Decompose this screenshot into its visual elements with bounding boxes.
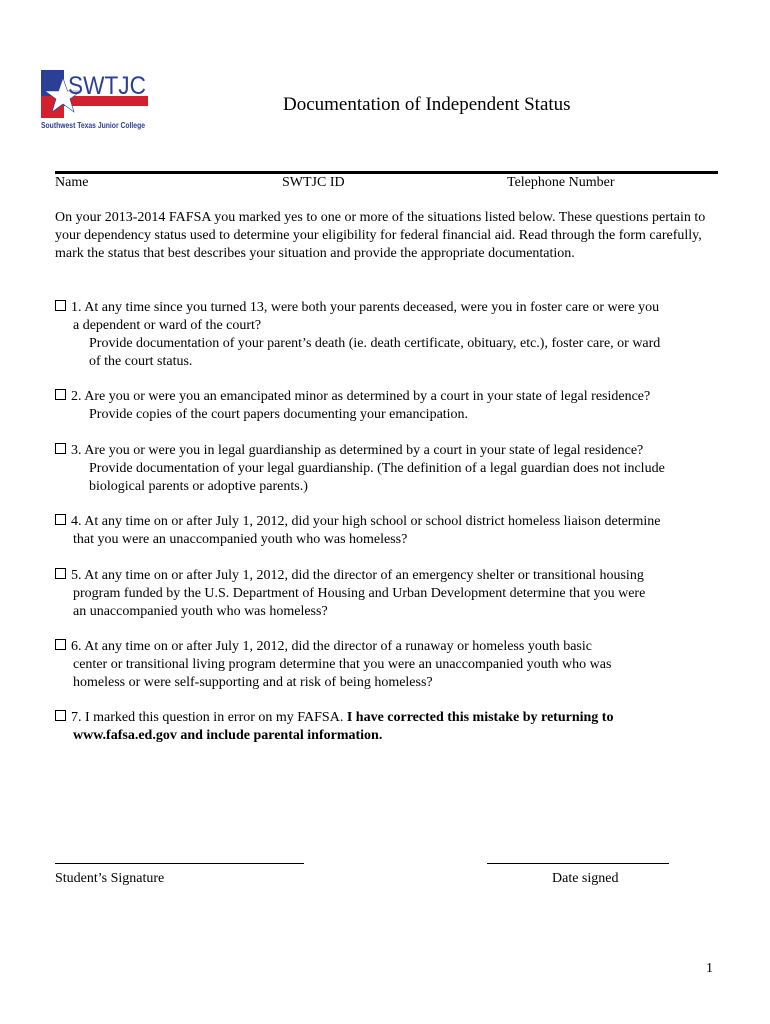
option-2-question: 2. Are you or were you an emancipated minor as determined by a court in your state of legal residence? [71,389,651,404]
student-signature-label: Student’s Signature [55,871,165,886]
option-7-bold-note-cont: www.fafsa.ed.gov and include parental information. [73,728,383,743]
option-1-question-cont: a dependent or ward of the court? [73,318,262,333]
option-6-question-cont: center or transitional living program determine that you were an unaccompanied youth who was [73,657,612,672]
logo-subtitle: Southwest Texas Junior College [41,120,146,130]
intro-paragraph: On your 2013-2014 FAFSA you marked yes to one or more of the situations listed below. These questions pertain to your dependency status used to determine your eligibility for federal financial aid. Read through the form carefully, mark the status that best describes your situation and provide the appropriate documentation. [55,210,706,261]
checkbox-option-4[interactable] [55,514,66,525]
option-7-question: 7. I marked this question in error on my FAFSA. [71,710,347,725]
option-5-question-cont-2: an unaccompanied youth who was homeless? [73,604,328,619]
option-2-documentation: Provide copies of the court papers documenting your emancipation. [89,407,469,422]
checkbox-option-7[interactable] [55,710,66,721]
option-1-question: 1. At any time since you turned 13, were both your parents deceased, were you in foster care or were you [71,300,660,315]
option-1-documentation: Provide documentation of your parent’s death (ie. death certificate, obituary, etc.), foster care, or ward [89,336,661,351]
status-option-2 [55,388,717,424]
swtjc-logo-graphic [40,66,148,132]
option-3-documentation-cont: biological parents or adoptive parents.) [89,479,308,494]
name-field-label: Name [55,175,89,190]
date-signed-label: Date signed [552,871,619,886]
option-5-question: 5. At any time on or after July 1, 2012, did the director of an emergency shelter or transitional housing [71,568,644,583]
option-3-documentation: Provide documentation of your legal guardianship. (The definition of a legal guardian does not include [89,461,665,476]
id-field-label: SWTJC ID [282,175,345,190]
option-1-documentation-cont: of the court status. [89,354,193,369]
status-option-4 [55,513,717,549]
logo-wordmark: SWTJC [68,72,146,100]
date-signed-line [487,863,669,864]
checkbox-option-6[interactable] [55,639,66,650]
option-6-question: 6. At any time on or after July 1, 2012, did the director of a runaway or homeless youth basic [71,639,592,654]
option-4-question-cont: that you were an unaccompanied youth who was homeless? [73,532,408,547]
option-6-question-cont-2: homeless or were self-supporting and at risk of being homeless? [73,675,433,690]
checkbox-option-3[interactable] [55,443,66,454]
checkbox-option-1[interactable] [55,300,66,311]
option-5-question-cont: program funded by the U.S. Department of Housing and Urban Development determine that you were [73,586,646,601]
checkbox-option-2[interactable] [55,389,66,400]
page-number: 1 [706,961,713,976]
status-option-1 [55,299,717,371]
college-logo [40,66,148,132]
status-option-3 [55,442,717,496]
student-signature-line [55,863,304,864]
option-4-question: 4. At any time on or after July 1, 2012, did your high school or school district homeless liaison determine [71,514,661,529]
checkbox-option-5[interactable] [55,568,66,579]
option-3-question: 3. Are you or were you in legal guardianship as determined by a court in your state of legal residence? [71,443,644,458]
status-option-6 [55,638,717,692]
status-option-5 [55,567,717,621]
phone-field-label: Telephone Number [507,175,615,190]
status-option-7 [55,709,717,745]
document-title: Documentation of Independent Status [283,94,571,115]
header-divider [55,171,718,174]
option-7-bold-note: I have corrected this mistake by returning to [346,710,614,725]
